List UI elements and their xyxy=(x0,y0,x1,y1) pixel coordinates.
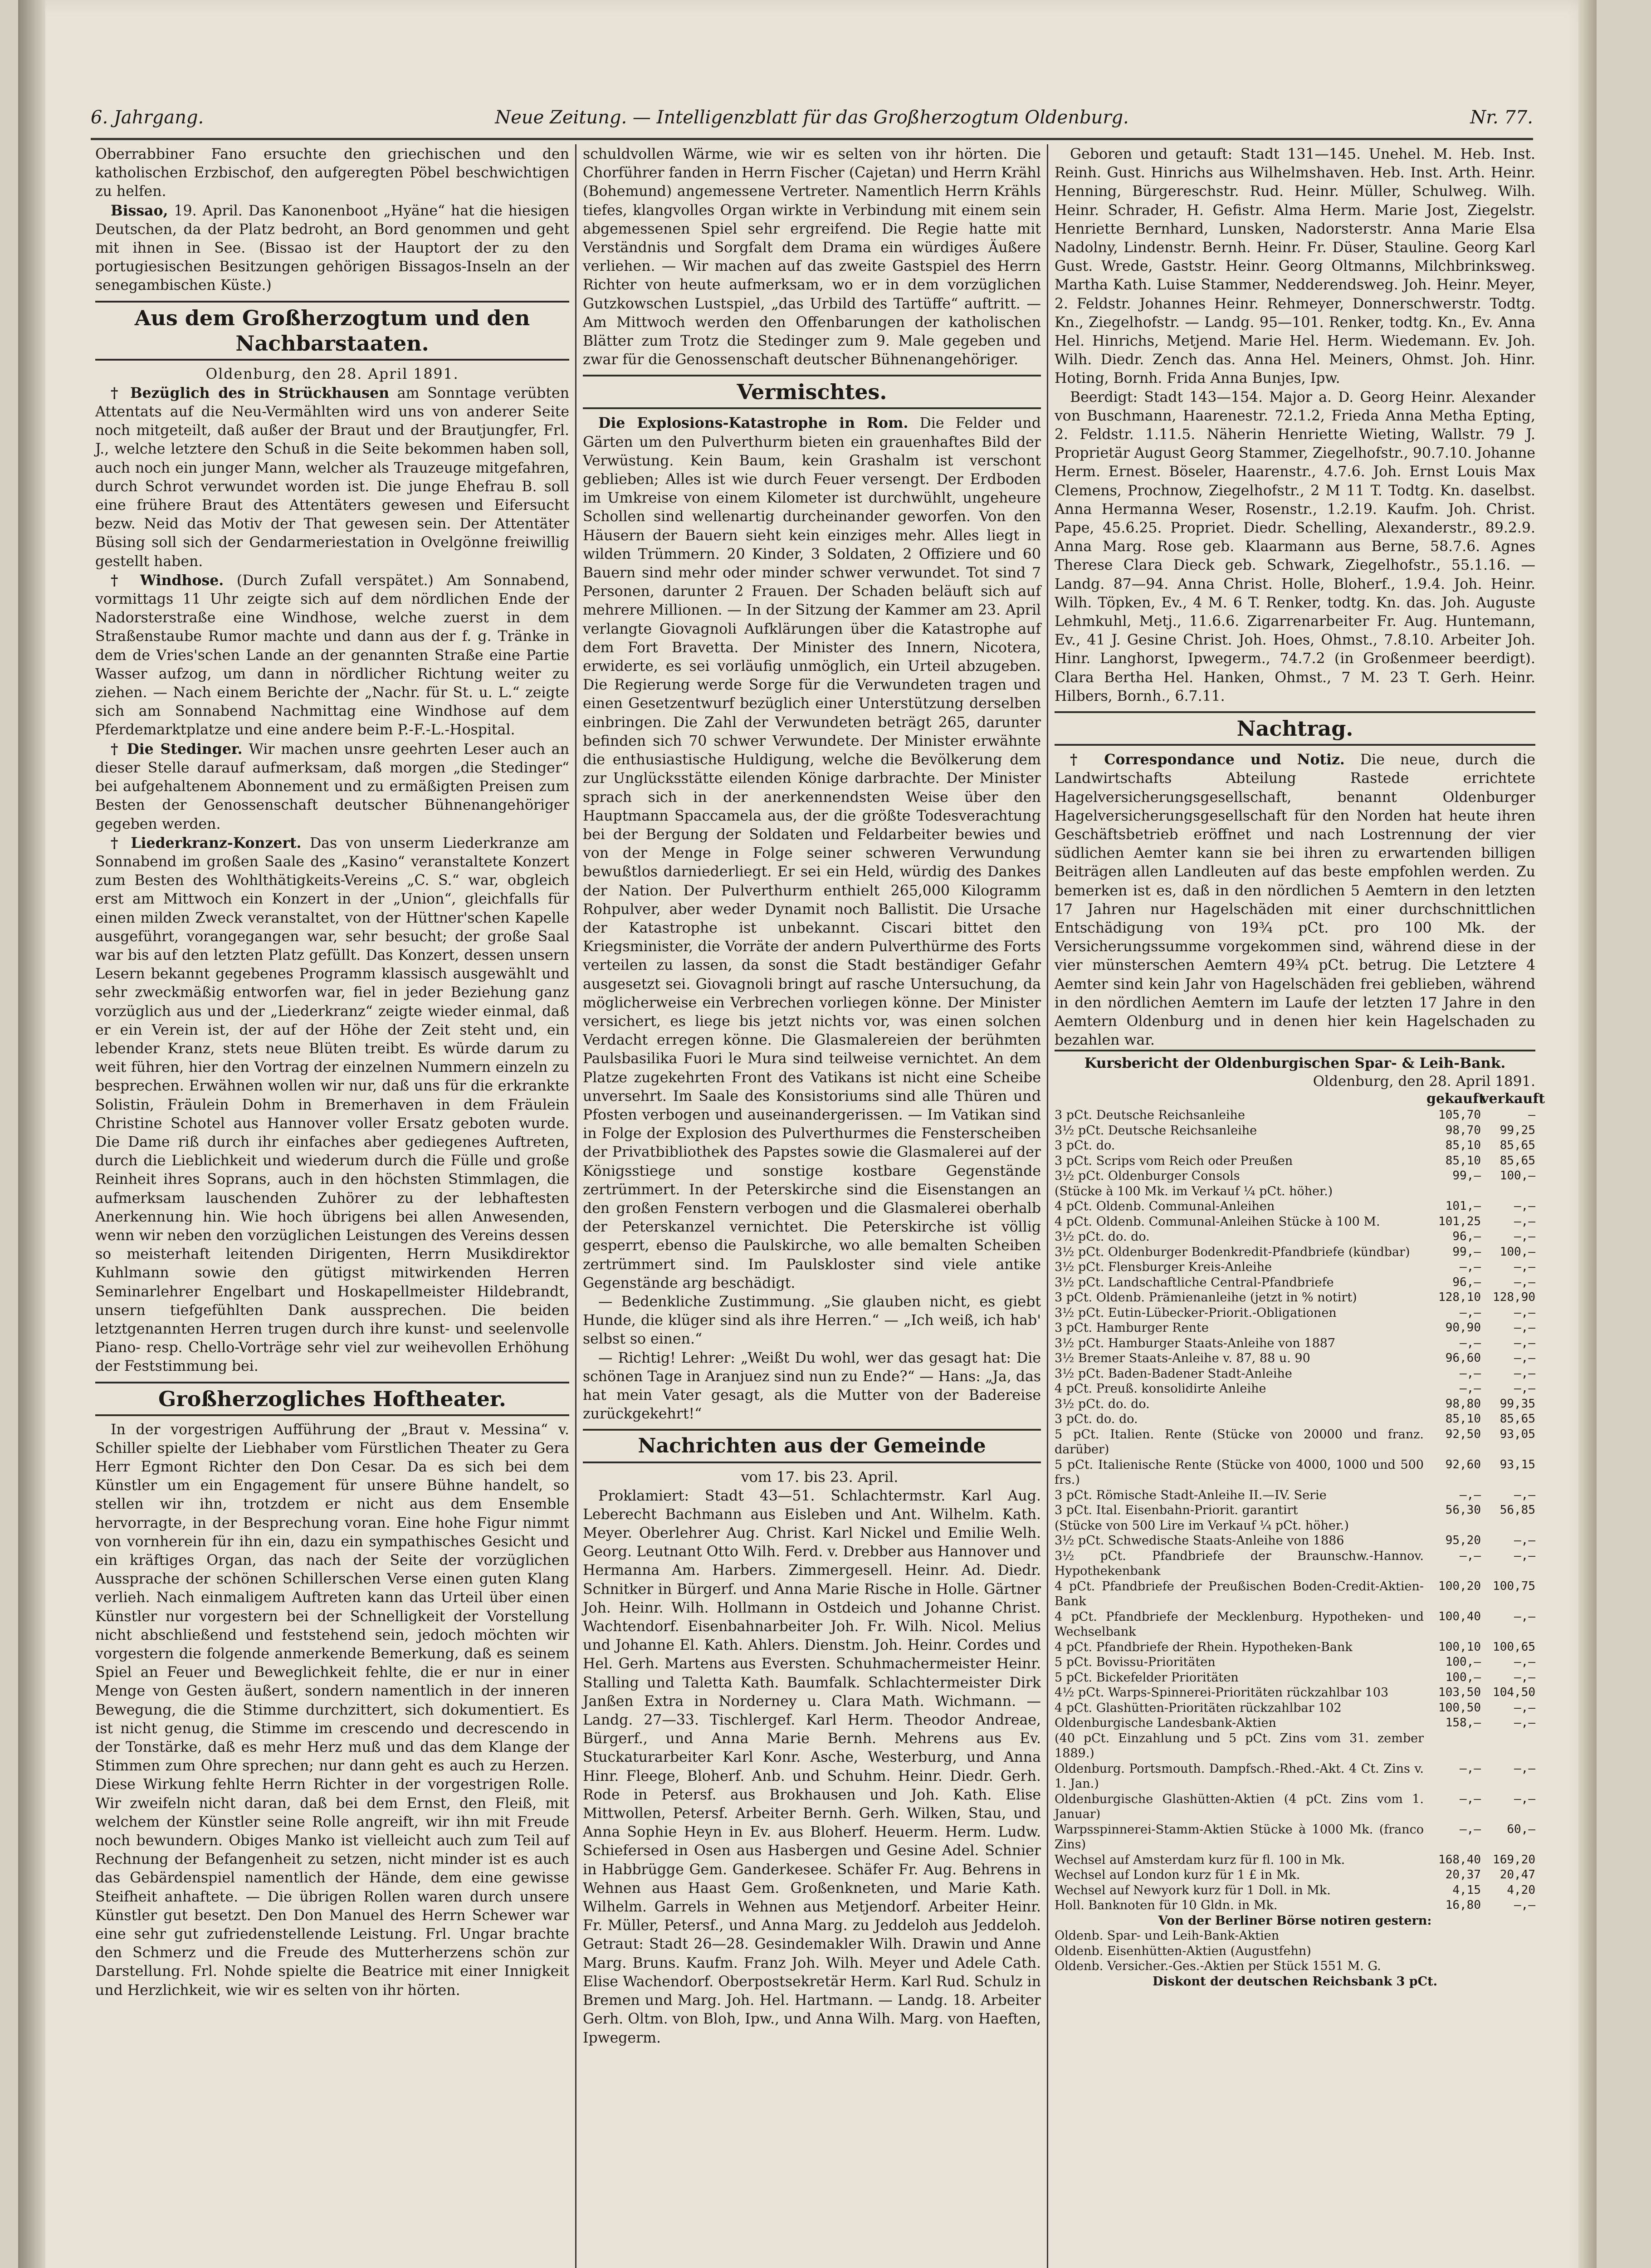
exchange-rate-row xyxy=(1055,1245,1535,1260)
exchange-report-columns xyxy=(1055,1090,1545,1108)
section-title: Vermischtes. xyxy=(583,375,1041,409)
article-text: 19. April. Das Kanonenboot „Hyäne“ hat die hiesigen Deutschen, da der Platz bedroht, an Bord genommen und geht mit ihnen in See. (Bissao ist der Hauptort der zu den portugiesischen Besitzungen gehörigen Bissagos-Inseln an der senegambischen Küste.) xyxy=(95,202,569,294)
exchange-rate-row xyxy=(1055,1336,1535,1351)
article-text: Die Felder und Gärten um den Pulverthurm bieten ein grauenhaftes Bild der Verwüstung. Kein Baum, kein Grashalm ist verschont geblieben; Alles ist wie durch Feuer versengt. Der Erdboden im Umkreise von einem Kilometer ist durchwühlt, ungeheure Schollen sind wellenartig durcheinander geworfen. Von den Häusern der Bauern sieht kein einziges mehr. Alles liegt in wilden Trümmern. 20 Kinder, 3 Soldaten, 2 Offiziere und 60 Bauern sind mehr oder minder schwer verwundet. Tot sind 7 Personen, darunter 2 Frauen. Der Schaden beläuft sich auf mehrere Millionen. — In der Sitzung der Kammer am 23. April verlangte Giovagnoli Aufklärungen über die Katastrophe auf dem Fort Bravetta. Der Minister des Innern, Nicotera, erwiderte, es sei vorläufig unmöglich, ein Urteil abzugeben. Die Regierung werde Sorge für die Verwundeten tragen und einen Gesetzentwurf bezüglich einer Unterstützung derselben einbringen. Die Zahl der Verwundeten beträgt 265, darunter befinden sich 70 schwer Verwundete. Der Minister erwähnte die enthusiastische Huldigung, welche die Bevölkerung dem zur Unglücksstätte eilenden Könige darbrachte. Der Minister sprach sich in der anerkennendsten Weise über den Hauptmann Spaccamela aus, der die größte Todesverachtung bei der Bergung der Soldaten und Feldarbeiter bewies und von der Menge in Folge seiner schweren Verwundung bewußtlos darniederliegt. Er sei ein Held, würdig des Dankes der Nation. Der Pulverthurm enthielt 265,000 Kilogramm Rohpulver, aber weder Dynamit noch Ballistit. Die Ursache der Katastrophe ist unbekannt. Ciscari bittet den Kriegsminister, die Vorräte der andern Pulverthürme des Forts verteilen zu lassen, da sonst die Stadt beständiger Gefahr ausgesetzt sei. Giovagnoli bringt auf rasche Untersuchung, da möglicherweise ein Verbrechen vorliegen könne. Der Minister versichert, es liege bis jetzt nichts vor, was einen solchen Verdacht erregen könne. Die Glasmalereien der berühmten Paulsbasilika Fuori le Mura sind teilweise vernichtet. An dem Platze zugekehrten Front des Vatikans ist nicht eine Scheibe unversehrt. Im Saale des Konsistoriums sind alle Thüren und Pfosten verbogen und auseinandergerissen. — Im Vatikan sind in Folge der Explosion des Pulverthurmes die Fensterscheiben der Privatbibliothek des Papstes sowie die Glasmalerei auf der Königsstiege und sonstige kostbare Gegenstände zertrümmert. In der Peterskirche sind die Eisenstangen an den großen Fenstern verbogen und die Glasmalerei oberhalb der Peterskanzel vernichtet. Die Peterskirche ist völlig gesperrt, ebenso die Paulskirche, wo alle bemalten Scheiben zertrümmert sind. Im Paulskloster sind viele antike Gegenstände arg beschädigt. xyxy=(583,415,1041,1291)
exchange-rate-row xyxy=(1055,1716,1535,1731)
section-title: Nachrichten aus der Gemeinde xyxy=(583,1429,1041,1463)
exchange-report-title: Kursbericht der Oldenburgischen Spar- & Leih-Bank. xyxy=(1055,1050,1535,1072)
sold-rate: —,— xyxy=(1514,1214,1535,1228)
exchange-rate-row xyxy=(1055,1457,1535,1488)
bought-rate: —,— xyxy=(1460,1336,1481,1350)
newspaper-title: Neue Zeitung. — Intelligenzblatt für das Großherzogtum Oldenburg. xyxy=(495,107,1129,128)
exchange-rate-row xyxy=(1055,1168,1535,1184)
exchange-rate-row xyxy=(1055,1154,1535,1169)
article-paragraph xyxy=(95,834,569,1376)
bought-rate xyxy=(1426,1731,1481,1761)
column-1 xyxy=(95,145,569,2000)
sold-rate xyxy=(1481,1731,1535,1761)
exchange-rate-row xyxy=(1055,1488,1535,1503)
sold-rate: —,— xyxy=(1514,1534,1535,1548)
article-text: schuldvollen Wärme, wie wir es selten von ihr hörten. Die Chorführer fanden in Herrn Fischer (Cajetan) und Herrn Krähl (Bohemund) angemessene Vertreter. Namentlich Herrn Krähls tiefes, klangvolles Organ wirkte in Verbindung mit einem sein abgemessenen Spiel sehr ergreifend. Die Regie hatte mit Verständnis und Sorgfalt dem Drama ein würdiges Äußere verliehen. — Wir machen auf das zweite Gastspiel des Herrn Richter von heute aufmerksam, wo er in dem vorzüglichen Gutzkowschen Lustspiel, „das Urbild des Tartüffe“ auftritt. — Am Mittwoch werden den Offenbarungen der katholischen Blätter zum Trotz die Stedinger zum 9. Male gegeben und zwar für die Genossenschaft deutscher Bühnenangehöriger. xyxy=(583,146,1041,368)
bought-rate: —,— xyxy=(1460,1822,1481,1836)
article-text: Wir machen unsre geehrten Leser auch an dieser Stelle darauf aufmerksam, daß morgen „die Stedinger“ bei aufgehaltenem Abonnement und zu ermäßigten Preisen zum Besten der Genossenschaft deutscher Bühnenangehöriger gegeben werden. xyxy=(95,741,570,832)
security-name: 4 pCt. Pfandbriefe der Preußischen Boden-Credit-Aktien-Bank xyxy=(1055,1579,1424,1609)
exchange-rate-row xyxy=(1055,1685,1535,1701)
page-edge xyxy=(1578,0,1597,2268)
exchange-rate-row xyxy=(1055,1108,1535,1123)
sold-rate: —,— xyxy=(1514,1382,1535,1396)
article-text: Die neue, durch die Landwirtschafts Abteilung Rastede errichtete Hagelversicherungsgesellschaft, benannt Oldenburger Hagelversicherungsgesellschaft für den Norden hat heute ihren Geschäftsbetrieb eröffnet und nach Lostrennung der vier südlichen Aemter kann sie bei ihren zu erwartenden billigen Beiträgen allen Landleuten auf das beste empfohlen werden. Zu bemerken ist es, daß in den nördlichen 5 Aemtern in den letzten 17 Jahren nur Hagelschäden mit einer durchschnittlichen Entschädigung von 19¾ pCt. pro 100 Mk. der Versicherungssumme vorgekommen sind, während diese in der vier münsterschen Aemtern 49¾ pCt. betrug. Die Letztere 4 Aemter sind kein Jahr von Hagelschäden frei geblieben, während in den nördlichen Aemtern im Laufe der letzten 17 Jahre in den Aemtern Oldenburg und in denen hier kein Hagelschaden zu bezahlen war. xyxy=(1055,752,1536,1049)
bought-rate xyxy=(1426,1518,1481,1534)
bought-rate: —,— xyxy=(1460,1305,1481,1320)
bought-rate: 85,10 xyxy=(1445,1154,1481,1168)
article-text: — Bedenkliche Zustimmung. „Sie glauben nicht, es giebt Hunde, die klüger sind als ihre Herren.“ — „Ich weiß, ich hab' selbst so einen.“ xyxy=(583,1293,1041,1348)
article-text: (Durch Zufall verspätet.) Am Sonnabend, vormittags 11 Uhr zeigte sich auf dem nördlichen Ende der Nadorsterstraße eine Windhose, welche zuerst in dem Straßenstaube Rumor machte und dann aus der f. g. Tränke in dem de Vries'schen Lande an der genannten Straße eine Partie Wasser aufzog, um dann in nördlicher Richtung weiter zu ziehen. — Nach einem Berichte der „Nachr. für St. u. L.“ zeigte sich am Sonnabend Nachmittag eine Windhose auf dem Pferdemarktplatze und eine andere beim P.-F.-L.-Hospital. xyxy=(95,572,569,738)
sold-rate: —,— xyxy=(1514,1230,1535,1244)
article-paragraph xyxy=(95,740,569,834)
berlin-exchange xyxy=(1055,1913,1535,1989)
exchange-rate-row xyxy=(1055,1731,1535,1761)
section-subtitle: vom 17. bis 23. April. xyxy=(741,1468,899,1486)
bought-rate: 20,37 xyxy=(1445,1868,1481,1882)
article-paragraph xyxy=(95,384,569,571)
bought-rate: 98,80 xyxy=(1445,1397,1481,1411)
exchange-rate-row xyxy=(1055,1320,1535,1336)
security-name: 5 pCt. Italienische Rente (Stücke von 4000, 1000 und 500 frs.) xyxy=(1055,1457,1424,1487)
exchange-rate-row xyxy=(1055,1867,1535,1883)
exchange-rate-row xyxy=(1055,1640,1535,1655)
security-name: 3½ pCt. do. do. xyxy=(1055,1397,1150,1411)
bought-rate: 100,40 xyxy=(1438,1609,1481,1623)
sold-rate: 93,15 xyxy=(1500,1457,1535,1471)
exchange-rate-row xyxy=(1055,1427,1535,1457)
bought-rate: 95,20 xyxy=(1445,1534,1481,1548)
sold-rate: 104,50 xyxy=(1493,1686,1535,1700)
article-text: Proklamiert: Stadt 43—51. Schlachtermstr. Karl Aug. Leberecht Bachmann aus Eisleben und Ant. Wilhelm. Kath. Meyer. Oberlehrer Aug. Christ. Karl Nickel und Emilie Welh. Georg. Leutnant Otto Wilh. Ferd. v. Drebber aus Hannover und Hermanna Am. Harbers. Zimmergesell. Heinr. Ad. Diedr. Schnitker in Bürgerf. und Anna Marie Rische in Holle. Gärtner Joh. Heinr. Wilh. Hollmann in Ostdeich und Johanne Christ. Wachtendorf. Eisenbahnarbeiter Joh. Fr. Wilh. Nicol. Melius und Johanne El. Kath. Ahlers. Dienstm. Joh. Heinr. Cordes und Hel. Gerh. Martens aus Eversten. Schuhmachermeister Heinr. Stalling und Taletta Kath. Baumfalk. Schlachtermeister Dirk Janßen Extra in Norderney u. Clara Math. Wichmann. — Landg. 27—33. Tischlergef. Karl Herm. Theodor Andreae, Bürgerf., und Anna Marie Bernh. Mehrens aus Ev. Stuckaturarbeiter Karl Konr. Asche, Westerburg, und Anna Hinr. Fleege, Bloherf. Anb. und Schuhm. Heinr. Diedr. Gerh. Rode in Petersf. aus Brokhausen und Joh. Kath. Elise Mittwollen, Petersf. Arbeiter Bernh. Gerh. Wilken, Stau, und Anna Sophie Heyn in Ev. aus Bloherf. Heuerm. Herm. Ludw. Schiefersed in Osen aus Hasbergen und Gesine Adel. Schnier in Habbrügge Gem. Ganderkesee. Schäfer Fr. Aug. Behrens in Wehnen aus Haast Gem. Großenkneten, und Marie Kath. Wilhelm. Garrels in Wehnen aus Metjendorf. Arbeiter Heinr. Fr. Müller, Petersf., und Anna Marg. zu Jeddeloh aus Jeddeloh. Getraut: Stadt 26—28. Gesindemakler Wilh. Drawin und Anne Marg. Bruns. Kaufm. Franz Joh. Wilh. Meyer und Adele Cath. Elise Wachendorf. Oberpostsekretär Herm. Karl Rud. Schulz in Bremen und Marg. Joh. Hel. Hartmann. — Landg. 18. Arbeiter Gerh. Oltm. von Bloh, Ipw., und Anna Wilh. Marg. von Haeften, Ipwegerm. xyxy=(583,1487,1041,2046)
sold-rate: —,— xyxy=(1514,1655,1535,1669)
article-paragraph xyxy=(95,201,569,295)
bought-rate: 56,30 xyxy=(1445,1503,1481,1517)
exchange-rate-row xyxy=(1055,1275,1535,1290)
bought-rate: 96,60 xyxy=(1445,1351,1481,1365)
bought-rate: 99,— xyxy=(1452,1169,1481,1183)
sold-rate: 100,65 xyxy=(1493,1640,1535,1654)
berlin-exchange-head: Von der Berliner Börse notiren gestern: xyxy=(1158,1913,1432,1928)
header-rule xyxy=(91,138,1533,140)
security-name: 5 pCt. Italien. Rente (Stücke von 20000 und franz. darüber) xyxy=(1055,1427,1424,1457)
article-text: In der vorgestrigen Aufführung der „Braut v. Messina“ v. Schiller spielte der Liebhaber vom Fürstlichen Theater zu Gera Herr Egmont Richter den Don Cesar. Da es sich bei dem Künstler um ein Engagement für unsere Bühne handelt, so stellen wir ihn, trotzdem er nicht aus dem Ensemble hervorragte, in der Besprechung voran. Eine hohe Figur nimmt von vornherein für ihn ein, dazu ein sympathisches Gesicht und ein kräftiges Organ, das nach der Seite der vorzüglichen Aussprache der schönen Schillerschen Verse einen guten Klang verlieh. Nach einmaligem Auftreten kann das Urteil über einen Künstler nur vorgestern bei der Schnelligkeit der Vorstellung nicht abschließend und feststehend sein, jedoch möchten wir vorgestern die folgende anmerkende Bemerkung, daß es seinem Spiel an Feuer und Beweglichkeit fehlte, die er nur in einer Menge von Gesten äußert, sondern namentlich in der inneren Bewegung, die die Stimme durchzittert, sich dokumentiert. Es ist nicht genug, die Stimme im crescendo und decrescendo in der Tonstärke, daß es mehr Herz muß und das dem Klange der Stimmen zum Ohre sprechen; nur dann geht es auch zu Herzen. Diese Wirkung fehlte Herrn Richter in der vorgestrigen Rolle. Wir zweifeln nicht daran, daß bei dem Ernst, den Fleiß, mit welchem der Künstler seine Rolle angreift, wir ihn mit Freude noch bewundern. Obiges Manko ist vielleicht auch zum Teil auf Rechnung der Befangenheit zu setzen, nicht minder ist es auch das Gebärdenspiel namentlich der Hände, dem eine gewisse Steifheit anhaftete. — Die übrigen Rollen waren durch unsere Künstler gut besetzt. Den Don Manuel des Herrn Schewer war eine sehr gut zufriedenstellende Leistung. Frl. Ungar brachte den Schmerz und die Freude des Mutterherzens schön zur Darstellung. Frl. Nohde spielte die Beatrice mit einer Innigkeit und Herzlichkeit, wie wir es selten von ihr hörten. xyxy=(95,1421,569,1999)
exchange-rate-row xyxy=(1055,1853,1535,1868)
article-head: Die Explosions-Katastrophe in Rom. xyxy=(598,415,909,432)
security-name: 3½ pCt. Flensburger Kreis-Anleihe xyxy=(1055,1260,1272,1275)
bought-rate: 16,80 xyxy=(1445,1898,1481,1912)
bought-rate xyxy=(1426,1184,1481,1199)
sold-rate: — xyxy=(1528,1108,1535,1122)
security-name: 3½ pCt. Pfandbriefe der Braunschw.-Hannov. Hypothekenbank xyxy=(1055,1549,1424,1579)
article-head: Bissao, xyxy=(111,202,168,219)
sold-rate: —,— xyxy=(1514,1321,1535,1335)
article-head: † Bezüglich des in Strückhausen xyxy=(111,384,390,401)
sold-rate: 99,35 xyxy=(1500,1397,1535,1411)
bought-rate: 100,— xyxy=(1445,1655,1481,1669)
security-name: Warpsspinnerei-Stamm-Aktien Stücke à 1000 Mk. (franco Zins) xyxy=(1055,1822,1424,1852)
security-name: 3½ pCt. Hamburger Staats-Anleihe von 1887 xyxy=(1055,1336,1336,1350)
page-header xyxy=(91,107,1533,134)
article-paragraph xyxy=(583,414,1041,1293)
security-name: 3 pCt. Scrips vom Reich oder Preußen xyxy=(1055,1154,1293,1168)
security-name: 3 pCt. do. xyxy=(1055,1139,1115,1153)
bought-rate: 158,— xyxy=(1445,1716,1481,1730)
bought-rate: 96,— xyxy=(1452,1275,1481,1289)
security-name: 3½ pCt. Oldenburger Bodenkredit-Pfandbriefe (kündbar) xyxy=(1055,1245,1410,1259)
exchange-rate-row xyxy=(1055,1792,1535,1822)
exchange-rate-row xyxy=(1055,1822,1535,1853)
bought-rate: 4,15 xyxy=(1452,1883,1481,1897)
bought-rate: 100,— xyxy=(1445,1670,1481,1684)
security-name: 3½ pCt. Eutin-Lübecker-Priorit.-Obligationen xyxy=(1055,1305,1337,1320)
sold-rate: —,— xyxy=(1514,1549,1535,1563)
article-head: † Liederkranz-Konzert. xyxy=(111,834,302,851)
security-name: 3½ pCt. Schwedische Staats-Anleihe von 1886 xyxy=(1055,1534,1344,1548)
exchange-report-date: Oldenburg, den 28. April 1891. xyxy=(1313,1073,1535,1090)
sold-rate: —,— xyxy=(1514,1761,1535,1775)
security-name: 3½ pCt. Landschaftliche Central-Pfandbriefe xyxy=(1055,1275,1334,1290)
security-name: 4 pCt. Pfandbriefe der Mecklenburg. Hypotheken- und Wechselbank xyxy=(1055,1609,1424,1639)
column-bought: gekauft xyxy=(1426,1091,1485,1107)
bought-rate: —,— xyxy=(1460,1260,1481,1274)
security-name: 3½ pCt. Deutsche Reichsanleihe xyxy=(1055,1123,1257,1138)
security-name: Wechsel auf Newyork kurz für 1 Doll. in Mk. xyxy=(1055,1883,1331,1897)
section-title: Nachtrag. xyxy=(1055,711,1535,746)
sold-rate: 85,65 xyxy=(1500,1154,1535,1168)
exchange-rate-row xyxy=(1055,1260,1535,1275)
sold-rate: —,— xyxy=(1514,1351,1535,1365)
sold-rate: —,— xyxy=(1514,1260,1535,1274)
bought-rate: —,— xyxy=(1460,1382,1481,1396)
bought-rate: 105,70 xyxy=(1438,1108,1481,1122)
discount-rate: Diskont der deutschen Reichsbank 3 pCt. xyxy=(1152,1974,1438,1989)
sold-rate: 93,05 xyxy=(1500,1427,1535,1441)
exchange-rate-row xyxy=(1055,1305,1535,1321)
exchange-rate-row xyxy=(1055,1366,1535,1382)
bought-rate: 103,50 xyxy=(1438,1686,1481,1700)
bought-rate: 100,50 xyxy=(1438,1701,1481,1715)
security-name: 4 pCt. Pfandbriefe der Rhein. Hypotheken-Bank xyxy=(1055,1640,1353,1654)
issue-number: Nr. 77. xyxy=(1470,107,1533,128)
sold-rate: —,— xyxy=(1514,1716,1535,1730)
bought-rate: 99,— xyxy=(1452,1245,1481,1259)
security-name: 5 pCt. Bovissu-Prioritäten xyxy=(1055,1655,1216,1670)
exchange-rate-row xyxy=(1055,1503,1535,1518)
security-name: Wechsel auf London kurz für 1 £ in Mk. xyxy=(1055,1868,1300,1882)
article-head: † Die Stedinger. xyxy=(111,740,243,758)
bought-rate: 100,20 xyxy=(1438,1579,1481,1593)
sold-rate: —,— xyxy=(1514,1792,1535,1806)
article-head: † Correspondance und Notiz. xyxy=(1070,751,1345,768)
section-title: Aus dem Großherzogtum und den Nachbarstaaten. xyxy=(95,301,569,361)
article-text: Oberrabbiner Fano ersuchte den griechischen und den katholischen Erzbischof, den aufgeregten Pöbel beschwichtigen zu helfen. xyxy=(95,146,569,200)
article-text: am Sonntage verübten Attentats auf die Neu-Vermählten wird uns von anderer Seite noch mitgeteilt, daß außer der Braut und der Brautjungfer, Frl. J., welche letztere den Schuß in die Seite bekommen haben soll, auch noch ein junger Mann, welcher als Trauzeuge mitgefahren, durch Schrot verwundet worden ist. Die junge Ehefrau B. soll eine frühere Braut des Attentäters gewesen und Eifersucht bezw. Neid das Motiv der That gewesen sein. Der Attentäter Büsing soll sich der Gendarmeriestation in Ovelgönne freiwillig gestellt haben. xyxy=(95,385,569,570)
sold-rate: 20,47 xyxy=(1500,1868,1535,1882)
bought-rate: 101,25 xyxy=(1438,1214,1481,1228)
berlin-exchange-row: Oldenb. Spar- und Leih-Bank-Aktien xyxy=(1055,1929,1280,1943)
bought-rate: 168,40 xyxy=(1438,1853,1481,1867)
exchange-rate-row xyxy=(1055,1199,1535,1214)
sold-rate: —,— xyxy=(1514,1275,1535,1289)
column-sold: verkauft xyxy=(1481,1091,1545,1107)
exchange-rate-row xyxy=(1055,1655,1535,1670)
volume-label: 6. Jahrgang. xyxy=(91,107,204,128)
security-name: 4 pCt. Glashütten-Prioritäten rückzahlbar 102 xyxy=(1055,1701,1342,1715)
bought-rate: —,— xyxy=(1460,1792,1481,1806)
security-name: 4 pCt. Oldenb. Communal-Anleihen xyxy=(1055,1199,1275,1214)
sold-rate: —,— xyxy=(1514,1305,1535,1320)
exchange-rate-row xyxy=(1055,1670,1535,1686)
security-name: Oldenburg. Portsmouth. Dampfsch.-Rhed.-Akt. 4 Ct. Zins v. 1. Jan.) xyxy=(1055,1761,1424,1791)
sold-rate xyxy=(1481,1184,1535,1199)
bought-rate: 96,— xyxy=(1452,1230,1481,1244)
exchange-rate-row xyxy=(1055,1397,1535,1412)
column-3 xyxy=(1055,145,1545,1989)
security-name: 3½ Bremer Staats-Anleihe v. 87, 88 u. 90 xyxy=(1055,1351,1310,1366)
berlin-exchange-row: Oldenb. Eisenhütten-Aktien (Augustfehn) xyxy=(1055,1944,1311,1958)
exchange-rate-row xyxy=(1055,1123,1535,1139)
exchange-rate-row xyxy=(1055,1549,1535,1579)
article-text: Beerdigt: Stadt 143—154. Major a. D. Georg Heinr. Alexander von Buschmann, Haarenestr. 72.1.2, Frieda Anna Metha Epting, 2. Feldstr. 1.11.5. Näherin Henriette Wieting, Wallstr. 79 J. Proprietär August Georg Stammer, Ziegelhofstr., 90.7.10. Johanne Herm. Ernest. Böseler, Haarenstr., 4.7.6. Joh. Ernst Louis Max Clemens, Prochnow, Ziegelhofstr., 2 M 11 T. Todtg. Kn. daselbst. Anna Hermanna Weser, Rosenstr., 1.2.19. Kaufm. Joh. Christ. Pape, 45.6.25. Propriet. Diedr. Schelling, Alexanderstr., 89.2.9. Anna Marg. Rose geb. Klaarmann aus Berne, 58.7.6. Agnes Therese Clara Dieck geb. Schwark, Ziegelhofstr., 55.1.16. — Landg. 87—94. Anna Christ. Holle, Bloherf., 1.9.4. Joh. Heinr. Wilh. Töpken, Ev., 4 M. 6 T. Renker, todtg. Kn. das. Joh. Auguste Lehmkuhl, Metj., 11.6.6. Zigarrenarbeiter Fr. Aug. Huntemann, Ev., 41 J. Gesine Christ. Joh. Hoes, Ohmst., 7.8.10. Arbeiter Joh. Hinr. Langhorst, Ipwegerm., 74.7.2 (in Großenmeer beerdigt). Clara Bertha Hel. Hanken, Ohmst., 7 M. 23 T. Gerh. Heinr. Hilbers, Bornh., 6.7.11. xyxy=(1055,389,1536,704)
security-name: 3 pCt. Hamburger Rente xyxy=(1055,1321,1209,1335)
sold-rate: 128,90 xyxy=(1493,1290,1535,1305)
sold-rate: —,— xyxy=(1514,1366,1535,1380)
exchange-rate-row xyxy=(1055,1883,1535,1898)
security-name: Wechsel auf Amsterdam kurz für fl. 100 in Mk. xyxy=(1055,1853,1345,1867)
security-name: 3 pCt. Ital. Eisenbahn-Priorit. garantirt xyxy=(1055,1503,1298,1518)
exchange-rate-row xyxy=(1055,1761,1535,1792)
security-name: 3½ pCt. Oldenburger Consols xyxy=(1055,1169,1240,1183)
bought-rate: 85,10 xyxy=(1445,1139,1481,1153)
security-name: (Stücke à 100 Mk. im Verkauf ¼ pCt. höher.) xyxy=(1055,1184,1333,1198)
bought-rate: 100,10 xyxy=(1438,1640,1481,1654)
security-name: (Stücke von 500 Lire im Verkauf ¼ pCt. höher.) xyxy=(1055,1518,1349,1533)
sold-rate: 56,85 xyxy=(1500,1503,1535,1517)
bought-rate: 98,70 xyxy=(1445,1123,1481,1137)
article-text: Geboren und getauft: Stadt 131—145. Unehel. M. Heb. Inst. Reinh. Gust. Hinrichs aus Wilhelmshaven. Heb. Inst. Arth. Heinr. Henning, Bürgereschstr. Rud. Heinr. Müller, Schulweg. Wilh. Heinr. Schrader, H. Gefistr. Alma Herm. Marie Jost, Ziegelstr. Henriette Bernhard, Lunsken, Nadorsterstr. Anna Marie Elsa Nadolny, Lindenstr. Bernh. Heinr. Fr. Düser, Stauline. Georg Karl Gust. Wrede, Gaststr. Heinr. Georg Oltmanns, Milchbrinksweg. Martha Kath. Luise Stammer, Nedderendsweg. Joh. Heinr. Meyer, 2. Feldstr. Johannes Heinr. Rehmeyer, Donnerschwerstr. Todtg. Kn., Ziegelhofstr. — Landg. 95—101. Renker, todtg. Kn., Ev. Anna Hel. Hinrichs, Metjend. Marie Hel. Herm. Wiedemann. Ev. Joh. Wilh. Diedr. Zench das. Anna Hel. Meiners, Ohmst. Joh. Hinr. Hoting, Bornh. Frida Anna Bunjes, Ipw. xyxy=(1055,146,1535,387)
security-name: 3 pCt. Deutsche Reichsanleihe xyxy=(1055,1108,1245,1123)
exchange-rate-row xyxy=(1055,1214,1535,1230)
article-text: Das von unserm Liederkranze am Sonnabend im großen Saale des „Kasino“ veranstaltete Konzert zum Besten des Wohlthätigkeits-Vereins „C. S.“ war, obgleich erst am Mittwoch ein Konzert in der „Union“, gleichfalls für einen milden Zweck veranstaltet, von der Hüttner'schen Kapelle ausgeführt, vorangegangen war, sehr besucht; der große Saal war bis auf den letzten Platz gefüllt. Das Konzert, dessen unsern Lesern bekannt gegebenes Programm klassisch ausgewählt und sehr zweckmäßig entworfen war, fiel in jeder Beziehung ganz vorzüglich aus und der „Liederkranz“ zeigte wieder einmal, daß er ein Verein ist, der auf der Höhe der Zeit steht und, ein lebender Kranz, stets neue Blüten treibt. Es würde darum zu weit führen, hier den Vortrag der einzelnen Nummern einzeln zu besprechen. Erwähnen wollen wir nur, daß uns für die erkrankte Solistin, Fräulein Dohm in Bremerhaven in dem Fräulein Christine Schotel aus Hannover voller Ersatz geboten wurde. Die Dame riß durch ihr einfaches aber gediegenes Auftreten, durch die Lieblichkeit und wiederum durch die Fülle und große Reinheit ihres Soprans, auch in den höchsten Stimmlagen, die aufmerksam lauschenden Zuhörer zu der lebhaftesten Anerkennung hin. Wie hoch übrigens bei allen Anwesenden, wenn wir neben den vorzüglichen Leistungen des Vereins dessen so meisterhaft leitenden Dirigenten, Herrn Musikdirektor Kuhlmann sowie den gütigst mitwirkenden Herren Seminarlehrer Engelbart und Hoskapellmeister Hildebrandt, unsern tiefgefühlten Dank aussprechen. Die beiden letztgenannten Herren trugen durch ihre kunst- und seelenvolle Piano- resp. Chello-Vorträge sehr viel zur weihevollen Erhöhung der Feststimmung bei. xyxy=(95,835,569,1375)
exchange-rate-row xyxy=(1055,1381,1535,1397)
newspaper-page xyxy=(18,0,1597,2268)
page-binding xyxy=(18,0,45,2268)
security-name: Oldenburgische Glashütten-Aktien (4 pCt. Zins vom 1. Januar) xyxy=(1055,1792,1424,1822)
column-2 xyxy=(583,145,1041,2048)
exchange-rate-row xyxy=(1055,1579,1535,1609)
sold-rate: —,— xyxy=(1514,1199,1535,1213)
berlin-exchange-row: Oldenb. Versicher.-Ges.-Aktien per Stück 1551 M. G. xyxy=(1055,1959,1381,1974)
exchange-rate-table xyxy=(1055,1108,1535,1913)
exchange-rate-row xyxy=(1055,1351,1535,1366)
sold-rate: 85,65 xyxy=(1500,1412,1535,1426)
dateline: Oldenburg, den 28. April 1891. xyxy=(205,366,459,382)
article-paragraph xyxy=(95,571,569,740)
sold-rate: —,— xyxy=(1514,1609,1535,1623)
bought-rate: —,— xyxy=(1460,1549,1481,1563)
exchange-rate-row xyxy=(1055,1229,1535,1245)
sold-rate: 60,— xyxy=(1507,1822,1535,1836)
exchange-rate-row xyxy=(1055,1138,1535,1154)
sold-rate: —,— xyxy=(1514,1670,1535,1684)
exchange-rate-row xyxy=(1055,1518,1535,1534)
exchange-rate-row xyxy=(1055,1533,1535,1549)
sold-rate: 100,— xyxy=(1500,1245,1535,1259)
column-divider xyxy=(1047,144,1048,2268)
bought-rate: —,— xyxy=(1460,1761,1481,1775)
security-name: (40 pCt. Einzahlung und 5 pCt. Zins vom 31. zember 1889.) xyxy=(1055,1731,1424,1761)
article-head: † Windhose. xyxy=(111,572,224,589)
security-name: 3½ pCt. Baden-Badener Stadt-Anleihe xyxy=(1055,1366,1292,1381)
security-name: 5 pCt. Bickefelder Prioritäten xyxy=(1055,1670,1239,1685)
sold-rate: —,— xyxy=(1514,1898,1535,1912)
exchange-rate-row xyxy=(1055,1412,1535,1427)
security-name: 3½ pCt. do. do. xyxy=(1055,1230,1150,1244)
bought-rate: 101,— xyxy=(1445,1199,1481,1213)
bought-rate: —,— xyxy=(1460,1366,1481,1380)
bought-rate: —,— xyxy=(1460,1488,1481,1502)
exchange-rate-row xyxy=(1055,1609,1535,1640)
exchange-rate-row xyxy=(1055,1184,1535,1199)
sold-rate: —,— xyxy=(1514,1701,1535,1715)
security-name: 4 pCt. Oldenb. Communal-Anleihen Stücke à 100 M. xyxy=(1055,1214,1380,1229)
security-name: Oldenburgische Landesbank-Aktien xyxy=(1055,1716,1276,1730)
sold-rate: —,— xyxy=(1514,1488,1535,1502)
security-name: 3 pCt. Oldenb. Prämienanleihe (jetzt in % notirt) xyxy=(1055,1290,1357,1305)
bought-rate: 92,60 xyxy=(1445,1457,1481,1471)
bought-rate: 90,90 xyxy=(1445,1321,1481,1335)
article-text: — Richtig! Lehrer: „Weißt Du wohl, wer das gesagt hat: Die schönen Tage in Aranjuez sind nun zu Ende?“ — Hans: „Ja, das hat mein Vater gesagt, als die Mutter von der Badereise zurückgekehrt!“ xyxy=(583,1349,1041,1422)
security-name: 4 pCt. Preuß. konsolidirte Anleihe xyxy=(1055,1382,1266,1396)
security-name: 4½ pCt. Warps-Spinnerei-Prioritäten rückzahlbar 103 xyxy=(1055,1686,1389,1700)
security-name: 3 pCt. do. do. xyxy=(1055,1412,1138,1427)
sold-rate: 85,65 xyxy=(1500,1139,1535,1153)
sold-rate: —,— xyxy=(1514,1336,1535,1350)
sold-rate xyxy=(1481,1518,1535,1534)
bought-rate: 85,10 xyxy=(1445,1412,1481,1426)
section-title: Großherzogliches Hoftheater. xyxy=(95,1382,569,1416)
article-paragraph xyxy=(1055,750,1535,1050)
sold-rate: 99,25 xyxy=(1500,1123,1535,1137)
sold-rate: 100,— xyxy=(1500,1169,1535,1183)
exchange-rate-row xyxy=(1055,1898,1535,1913)
security-name: 3 pCt. Römische Stadt-Anleihe II.—IV. Serie xyxy=(1055,1488,1327,1502)
exchange-rate-row xyxy=(1055,1290,1535,1305)
exchange-rate-row xyxy=(1055,1701,1535,1716)
bought-rate: 92,50 xyxy=(1445,1427,1481,1441)
security-name: Holl. Banknoten für 10 Gldn. in Mk. xyxy=(1055,1898,1278,1913)
column-divider xyxy=(575,144,576,2268)
sold-rate: 169,20 xyxy=(1493,1853,1535,1867)
sold-rate: 100,75 xyxy=(1493,1579,1535,1593)
sold-rate: 4,20 xyxy=(1507,1883,1535,1897)
bought-rate: 128,10 xyxy=(1438,1290,1481,1305)
